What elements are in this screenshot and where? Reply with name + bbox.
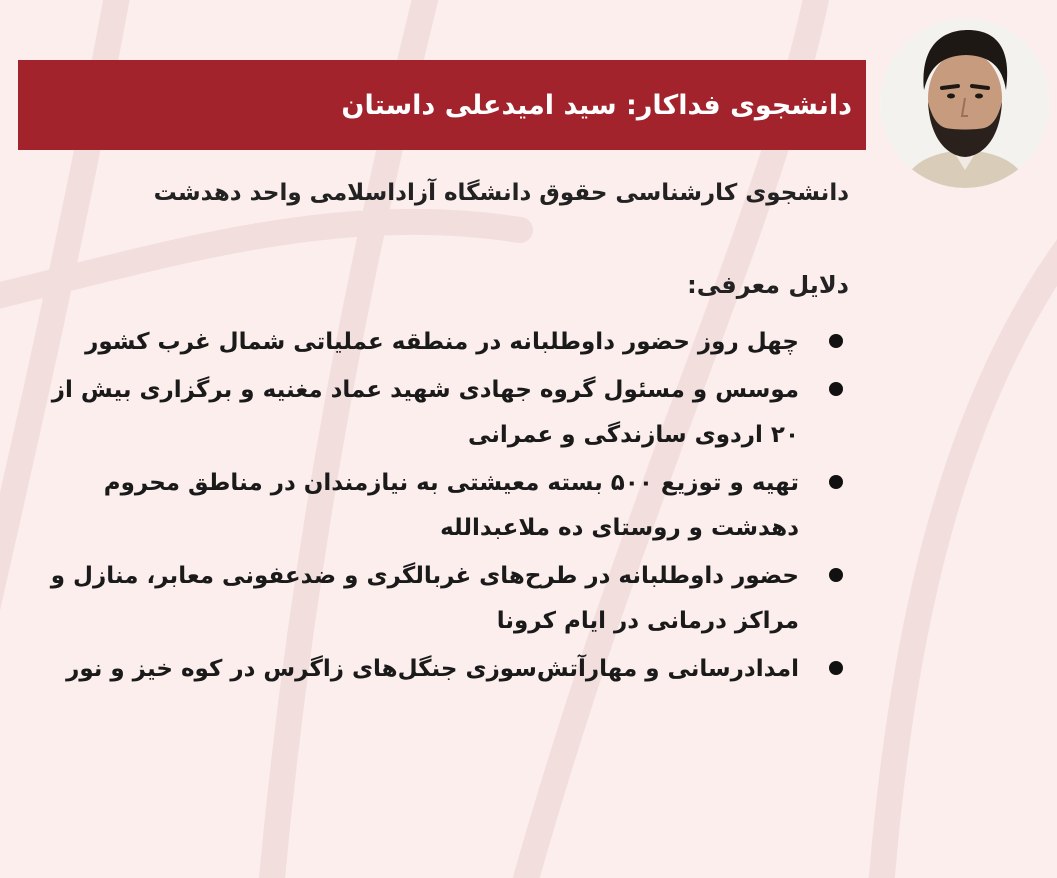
title-banner bbox=[18, 60, 866, 150]
list-item bbox=[49, 320, 849, 365]
avatar bbox=[880, 18, 1050, 188]
bullet-icon bbox=[829, 334, 843, 348]
page-title: دانشجوی فداکار: سید امیدعلی داستان bbox=[341, 89, 852, 121]
list-item bbox=[49, 461, 849, 551]
bullet-icon bbox=[829, 475, 843, 489]
reason-text: امدادرسانی و مهارآتش‌سوزی جنگل‌های زاگرس در کوه خیز و نور bbox=[66, 656, 799, 682]
bullet-icon bbox=[829, 568, 843, 582]
reasons-heading: دلایل معرفی: bbox=[687, 271, 849, 299]
reasons-list bbox=[49, 320, 849, 695]
student-portrait bbox=[880, 18, 1050, 188]
reason-text: چهل روز حضور داوطلبانه در منطقه عملیاتی شمال غرب کشور bbox=[85, 329, 799, 355]
reason-text: موسس و مسئول گروه جهادی شهید عماد مغنیه و برگزاری بیش از ۲۰ اردوی سازندگی و عمرانی bbox=[51, 377, 799, 448]
list-item bbox=[49, 368, 849, 458]
student-description: دانشجوی کارشناسی حقوق دانشگاه آزاداسلامی واحد دهدشت bbox=[153, 180, 849, 206]
reason-text: حضور داوطلبانه در طرح‌های غربالگری و ضدعفونی معابر، منازل و مراکز درمانی در ایام کرونا bbox=[50, 563, 799, 634]
bullet-icon bbox=[829, 382, 843, 396]
reason-text: تهیه و توزیع ۵۰۰ بسته معیشتی به نیازمندان در مناطق محروم دهدشت و روستای ده ملاعبدالله bbox=[103, 470, 799, 541]
bullet-icon bbox=[829, 661, 843, 675]
list-item bbox=[49, 554, 849, 644]
list-item bbox=[49, 647, 849, 692]
